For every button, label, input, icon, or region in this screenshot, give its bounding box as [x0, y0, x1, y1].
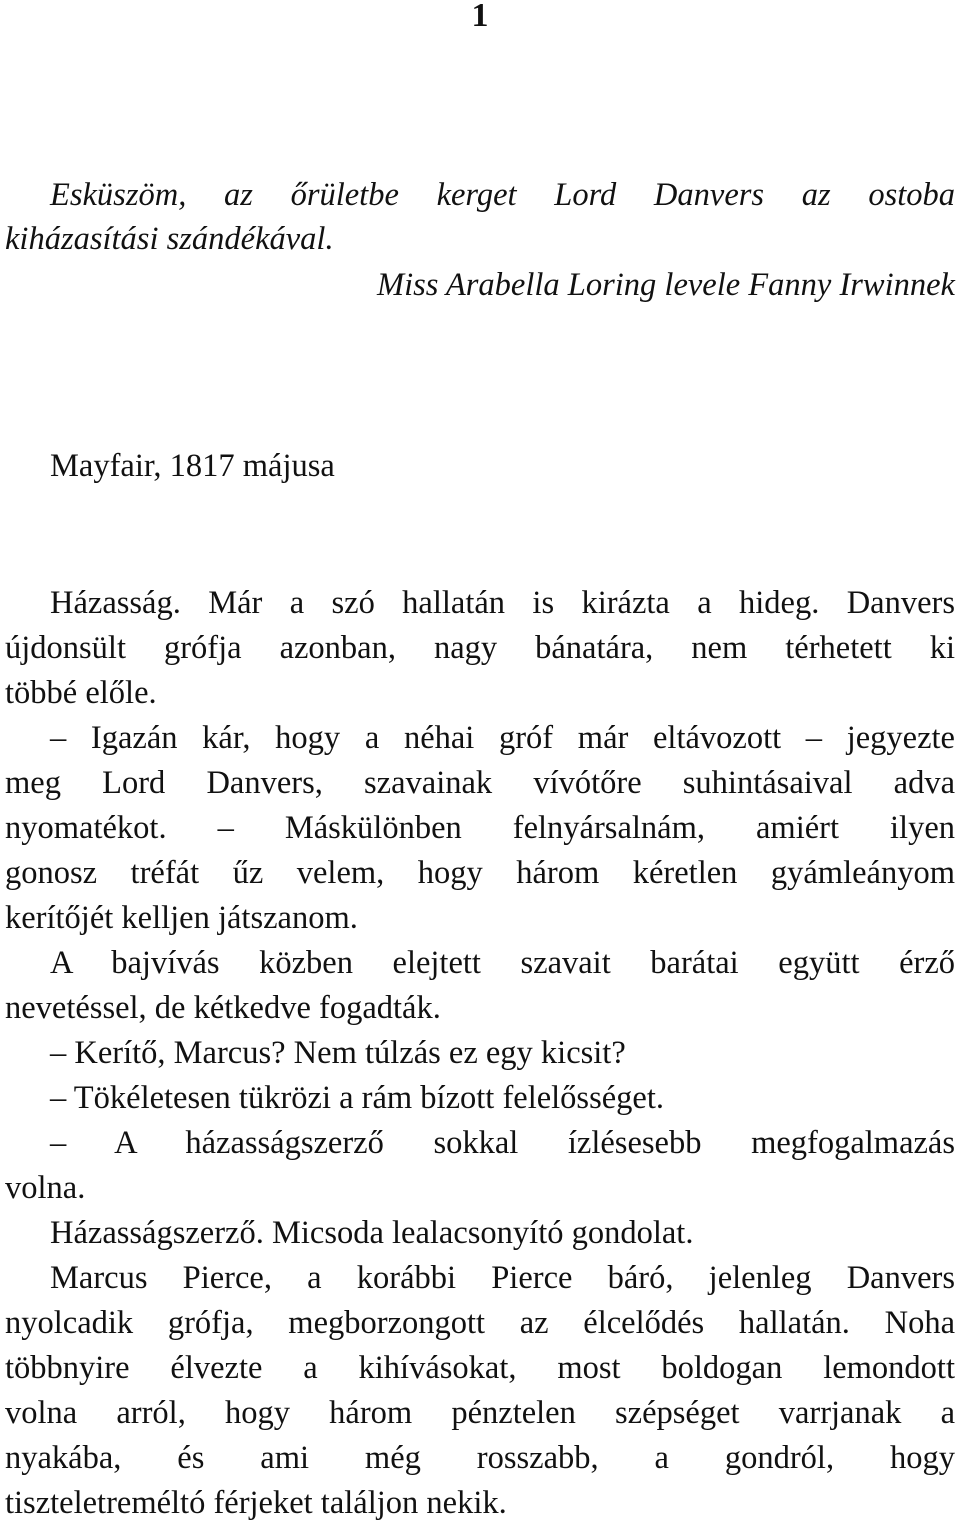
paragraph-line: – Tökéletesen tükrözi a rám bízott felelősséget. [50, 1080, 664, 1116]
paragraph-line: tiszteletreméltó férjeket találjon nekik. [5, 1485, 507, 1521]
paragraph-line: A bajvívás közben elejtett szavait barátai együtt érző [50, 945, 955, 981]
paragraph-line: Házasságszerző. Micsoda lealacsonyító gondolat. [50, 1215, 694, 1251]
paragraph-line: volna. [5, 1170, 86, 1206]
dateline: Mayfair, 1817 májusa [50, 448, 335, 484]
paragraph-line: kerítőjét kelljen játszanom. [5, 900, 358, 936]
paragraph-line: többé előle. [5, 675, 157, 711]
epigraph-attribution: Miss Arabella Loring levele Fanny Irwinnek [377, 267, 955, 303]
epigraph-line: kiházasítási szándékával. [5, 221, 334, 257]
paragraph-line: Házasság. Már a szó hallatán is kirázta a hideg. Danvers [50, 585, 955, 621]
paragraph-line: nevetéssel, de kétkedve fogadták. [5, 990, 441, 1026]
paragraph-line: meg Lord Danvers, szavainak vívótőre suhintásaival adva [5, 765, 955, 801]
chapter-number: 1 [471, 0, 489, 34]
paragraph-line: újdonsült grófja azonban, nagy bánatára, nem térhetett ki [5, 630, 955, 666]
paragraph-line: – A házasságszerző sokkal ízlésesebb megfogalmazás [50, 1125, 955, 1161]
paragraph-line: – Igazán kár, hogy a néhai gróf már eltávozott – jegyezte [50, 720, 955, 756]
paragraph-line: nyolcadik grófja, megborzongott az élcelődés hallatán. Noha [5, 1305, 955, 1341]
paragraph-line: Marcus Pierce, a korábbi Pierce báró, jelenleg Danvers [50, 1260, 955, 1296]
paragraph-line: nyomatékot. – Máskülönben felnyársalnám, amiért ilyen [5, 810, 955, 846]
paragraph-line: volna arról, hogy három pénztelen szépséget varrjanak a [5, 1395, 955, 1431]
epigraph-line: Esküszöm, az őrületbe kerget Lord Danvers az ostoba [50, 177, 955, 213]
paragraph-line: gonosz tréfát űz velem, hogy három kéretlen gyámleányom [5, 855, 955, 891]
paragraph-line: nyakába, és ami még rosszabb, a gondról, hogy [5, 1440, 955, 1476]
paragraph-line: – Kerítő, Marcus? Nem túlzás ez egy kicsit? [50, 1035, 626, 1071]
paragraph-line: többnyire élvezte a kihívásokat, most boldogan lemondott [5, 1350, 955, 1386]
